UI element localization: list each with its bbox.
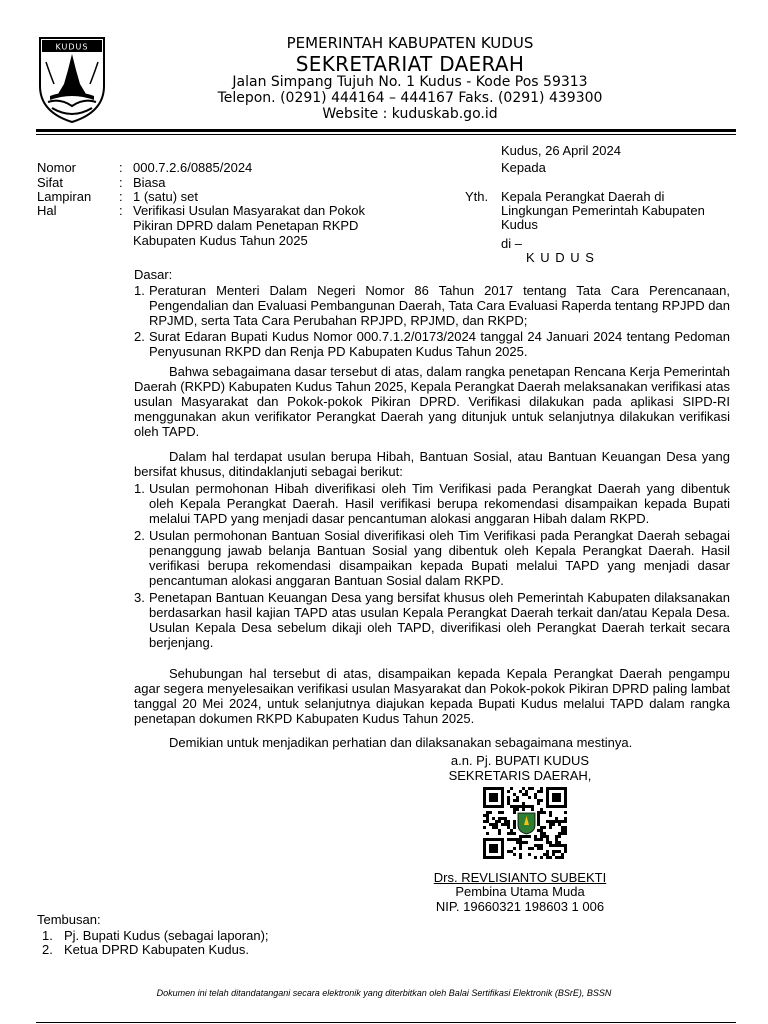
lampiran-colon: :	[119, 189, 123, 204]
nomor-colon: :	[119, 160, 123, 175]
letterhead-address: Jalan Simpang Tujuh No. 1 Kudus - Kode Pos 59313	[232, 74, 588, 90]
hal-value: Verifikasi Usulan Masyarakat dan Pokok Pikiran DPRD dalam Penetapan RKPD Kabupaten Kudus Tahun 2025	[133, 203, 365, 248]
list-number: 2.	[134, 329, 145, 344]
qr-code-icon	[483, 787, 569, 860]
tembusan-item-1: Pj. Bupati Kudus (sebagai laporan);	[64, 928, 269, 943]
list-text: Penetapan Bantuan Keuangan Desa yang bersifat khusus oleh Pemerintah Kabupaten dilaksanakan berdasarkan hasil kajian TAPD atas usulan Kepala Perangkat Daerah terkait dan/atau Kepala Desa. Usulan Kepala Desa sebelum dikaji oleh TAPD, diverifikasi oleh Perangkat Daerah terkait secara berjenjang.	[149, 590, 730, 650]
kepada-label: Kepada	[501, 160, 546, 175]
tembusan-label: Tembusan:	[37, 912, 101, 927]
yth-label: Yth.	[465, 189, 489, 204]
letterhead-phone: Telepon. (0291) 444164 – 444167 Faks. (0291) 439300	[217, 90, 603, 106]
lampiran-value: 1 (satu) set	[133, 189, 199, 204]
hal-label: Hal	[37, 203, 57, 218]
list-number: 1.	[134, 283, 145, 298]
signer-name: Drs. REVLISIANTO SUBEKTI	[433, 870, 607, 885]
list-item	[134, 481, 730, 526]
list-item	[134, 590, 730, 650]
logo-text: KUDUS	[55, 42, 89, 52]
list-number: 2.	[134, 528, 145, 543]
list-number: 3.	[134, 590, 145, 605]
list-item	[134, 329, 730, 359]
letterhead-rule-thin	[36, 134, 736, 135]
letterhead-rule-thick	[36, 129, 736, 132]
tembusan-num-2: 2.	[42, 942, 53, 957]
dasar-label: Dasar:	[134, 267, 173, 282]
addressee-line1: Kepala Perangkat Daerah di	[501, 189, 665, 204]
list-text: Usulan permohonan Hibah diverifikasi oleh Tim Verifikasi pada Perangkat Daerah yang dibentuk oleh Kepala Perangkat Daerah. Hasil verifikasi berupa rekomendasi disampaikan kepada Bupati melalui TAPD yang menjadi dasar pencantuman alokasi anggaran Hibah dalam RKPD.	[149, 481, 730, 526]
addressee-city: K U D U S	[526, 250, 595, 265]
addressee-line3: Kudus	[501, 217, 538, 232]
signer-nip: NIP. 19660321 198603 1 006	[435, 899, 605, 914]
letterhead-website: Website : kuduskab.go.id	[322, 106, 498, 122]
lampiran-label: Lampiran	[37, 189, 92, 204]
e-signature-note: Dokumen ini telah ditandatangani secara elektronik yang diterbitkan oleh Balai Sertifikasi Elektronik (BSrE), BSSN	[156, 988, 612, 998]
sifat-colon: :	[119, 175, 123, 190]
tembusan-num-1: 1.	[42, 928, 53, 943]
regency-logo	[36, 34, 108, 126]
list-item	[134, 283, 730, 328]
addressee-di: di –	[501, 236, 522, 251]
signature-on-behalf: a.n. Pj. BUPATI KUDUS	[450, 753, 590, 768]
paragraph-2: Dalam hal terdapat usulan berupa Hibah, Bantuan Sosial, atau Bantuan Keuangan Desa yang bersifat khusus, ditindaklanjuti sebagai berikut:	[134, 449, 730, 479]
footer-rule	[36, 1022, 736, 1023]
tembusan-item-2: Ketua DPRD Kabupaten Kudus.	[64, 942, 250, 957]
dasar-list	[134, 283, 730, 359]
sifat-label: Sifat	[37, 175, 64, 190]
letterhead-government: PEMERINTAH KABUPATEN KUDUS	[286, 34, 534, 52]
signature-title: SEKRETARIS DAERAH,	[448, 768, 592, 783]
list-text: Surat Edaran Bupati Kudus Nomor 000.7.1.2/0173/2024 tanggal 24 Januari 2024 tentang Pedoman Penyusunan RKPD dan Renja PD Kabupaten Kudus Tahun 2025.	[149, 329, 730, 359]
list-number: 1.	[134, 481, 145, 496]
list-text: Usulan permohonan Bantuan Sosial diverifikasi oleh Tim Verifikasi pada Perangkat Daerah sebagai penanggung jawab belanja Bantuan Sosial yang dibentuk oleh Kepala Perangkat Daerah. Hasil verifikasi berupa rekomendasi disampaikan kepada Bupati melalui TAPD yang menjadi dasar pencantuman alokasi anggaran Bantuan Sosial dalam RKPD.	[149, 528, 730, 588]
letterhead-office: SEKRETARIAT DAERAH	[295, 52, 525, 76]
nomor-value: 000.7.2.6/0885/2024	[133, 160, 253, 175]
paragraph-3: Sehubungan hal tersebut di atas, disampaikan kepada Kepala Perangkat Daerah pengampu agar segera menyelesaikan verifikasi usulan Masyarakat dan Pokok-pokok Pikiran DPRD paling lambat tanggal 20 Mei 2024, untuk selanjutnya diajukan kepada Bupati Kudus melalui TAPD dalam rangka penetapan dokumen RKPD Kabupaten Kudus Tahun 2025.	[134, 666, 730, 726]
addressee-line2: Lingkungan Pemerintah Kabupaten	[501, 203, 705, 218]
signer-rank: Pembina Utama Muda	[455, 884, 585, 899]
letter-date: Kudus, 26 April 2024	[501, 143, 621, 158]
nomor-label: Nomor	[37, 160, 77, 175]
sifat-value: Biasa	[133, 175, 166, 190]
list-item	[134, 528, 730, 588]
list-text: Peraturan Menteri Dalam Negeri Nomor 86 Tahun 2017 tentang Tata Cara Perencanaan, Pengendalian dan Evaluasi Pembangunan Daerah, Tata Cara Evaluasi Raperda tentang RPJPD dan RPJMD, serta Tata Cara Perubahan RPJPD, RPJMD, dan RKPD;	[149, 283, 730, 328]
procedure-list	[134, 481, 730, 650]
hal-colon: :	[119, 203, 123, 218]
paragraph-1: Bahwa sebagaimana dasar tersebut di atas, dalam rangka penetapan Rencana Kerja Pemerintah Daerah (RKPD) Kabupaten Kudus Tahun 2025, Kepala Perangkat Daerah melaksanakan verifikasi atas usulan Masyarakat dan Pokok-pokok Pikiran DPRD. Verifikasi dilakukan pada aplikasi SIPD-RI menggunakan akun verifikator Perangkat Daerah yang ditunjuk untuk selanjutnya dilakukan verifikasi oleh TAPD.	[134, 364, 730, 439]
paragraph-4: Demikian untuk menjadikan perhatian dan dilaksanakan sebagaimana mestinya.	[169, 735, 633, 750]
